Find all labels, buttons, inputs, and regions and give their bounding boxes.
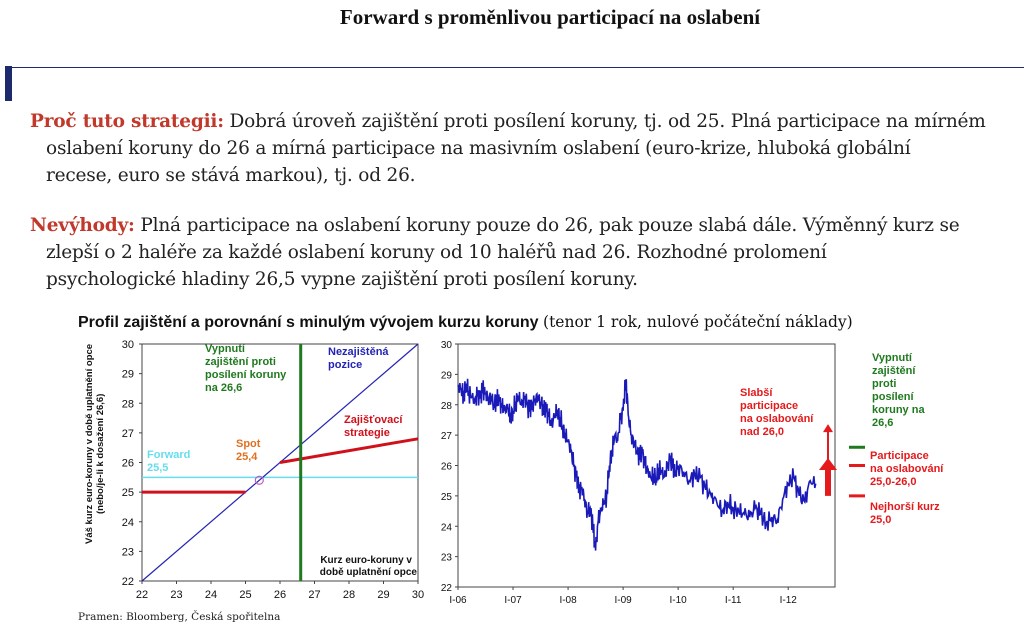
left-xlabel-line1: Kurz euro-koruny v: [320, 555, 412, 566]
cons-paragraph: [30, 212, 1015, 293]
left-xtick-label: 23: [170, 589, 183, 601]
right-xtick-label: I-12: [779, 595, 797, 606]
left-ytick-label: 30: [121, 339, 134, 351]
right-xtick-label: I-08: [559, 595, 577, 606]
right-ytick-label: 22: [440, 583, 452, 594]
right-ytick-label: 27: [440, 431, 452, 443]
left-xtick-label: 27: [308, 589, 321, 601]
left-xtick-label: 22: [135, 589, 149, 601]
left-ytick-label: 23: [121, 546, 134, 559]
cons-line1: Plná participace na oslabení koruny pouze do 26, pak pouze slabá dále. Výměnný kurz se: [140, 215, 960, 236]
left-ylabel-line2: (nebo/je-li k dosažení 26,6): [95, 393, 106, 514]
arrow-thick-head: [819, 458, 837, 470]
right-ytick-label: 23: [440, 552, 452, 564]
left-ytick-label: 27: [121, 427, 134, 440]
label-left-nezajistena: Nezajištěná pozice: [328, 346, 389, 371]
chart-heading: [78, 313, 853, 332]
why-line2: oslabení koruny do 26 a mírná participace na masivním oslabení (euro-krize, hluboká globální: [46, 138, 911, 159]
label-left-vypnuti: Vypnutí zajištění proti posílení koruny na 26,6: [205, 343, 287, 394]
left-xtick-label: 30: [411, 589, 425, 601]
label-right-vypnuti: Vypnutí zajištění proti posílení koruny na 26,6: [872, 352, 925, 429]
label-left-zajistovaci: Zajišťovací strategie: [344, 414, 403, 439]
left-xtick-label: 26: [273, 589, 287, 601]
right-xtick-label: I-11: [724, 595, 742, 606]
left-xtick-label: 24: [204, 589, 218, 601]
why-line1: Dobrá úroveň zajištění proti posílení koruny, tj. od 25. Plná participace na mírném: [229, 111, 986, 132]
right-xtick-label: I-06: [449, 595, 467, 606]
right-ytick-label: 25: [440, 491, 452, 503]
right-ytick-label: 28: [440, 400, 452, 412]
header-divider: [12, 67, 1024, 68]
left-xtick-label: 25: [239, 589, 252, 601]
arrow-thin-head: [823, 424, 833, 432]
why-paragraph: [30, 108, 1015, 189]
left-ytick-label: 25: [121, 487, 134, 500]
right-xtick-label: I-10: [669, 595, 687, 606]
why-lead: Proč tuto strategii:: [30, 111, 224, 132]
label-left-spot: Spot 25,4: [236, 438, 261, 463]
cons-line2: zlepší o 2 haléře za každé oslabení koruny od 10 haléřů nad 26. Rozhodné prolomení: [46, 242, 827, 263]
cons-lead: Nevýhody:: [30, 215, 135, 236]
why-line3: recese, euro se stává markou), tj. od 26.: [46, 165, 416, 186]
hedge-profile-chart: [76, 334, 436, 612]
page-title: Forward s proměnlivou participací na oslabení: [339, 5, 761, 29]
label-left-forward: Forward 25,5: [147, 449, 191, 474]
arrow-thick-shaft: [825, 469, 831, 496]
label-right-nejhorsi: Nejhorší kurz 25,0: [870, 501, 940, 526]
right-ytick-label: 29: [440, 370, 452, 382]
source-note: Pramen: Bloomberg, Česká spořitelna: [78, 611, 281, 623]
right-ytick-label: 30: [440, 340, 452, 351]
label-right-slabsi: Slabší participace na oslabování nad 26,0: [740, 387, 814, 438]
left-ytick-label: 28: [121, 398, 134, 411]
left-ytick-label: 29: [121, 368, 134, 381]
right-xtick-label: I-09: [614, 595, 632, 606]
left-xlabel-line2: době uplatnění opce: [319, 567, 417, 578]
left-xtick-label: 29: [377, 589, 390, 601]
right-ytick-label: 26: [440, 461, 452, 473]
left-ytick-label: 26: [121, 457, 134, 470]
chart-heading-bold: Profil zajištění a porovnání s minulým vývojem kurzu koruny: [78, 314, 539, 331]
left-ytick-label: 24: [121, 516, 134, 529]
right-xtick-label: I-07: [504, 595, 522, 606]
history-chart: [430, 334, 870, 612]
left-xtick-label: 28: [342, 589, 356, 601]
chart-heading-sub: (tenor 1 rok, nulové počáteční náklady): [543, 313, 853, 331]
left-ylabel-line1: Váš kurz euro-koruny v době uplatnění opce: [84, 343, 95, 544]
label-right-participace: Participace na oslabování 25,0-26,0: [870, 450, 944, 488]
cons-line3: psychologické hladiny 26,5 vypne zajištění proti posílení koruny.: [46, 269, 638, 290]
right-ytick-label: 24: [440, 522, 452, 534]
accent-bar: [5, 66, 12, 101]
left-ytick-label: 22: [121, 576, 134, 588]
